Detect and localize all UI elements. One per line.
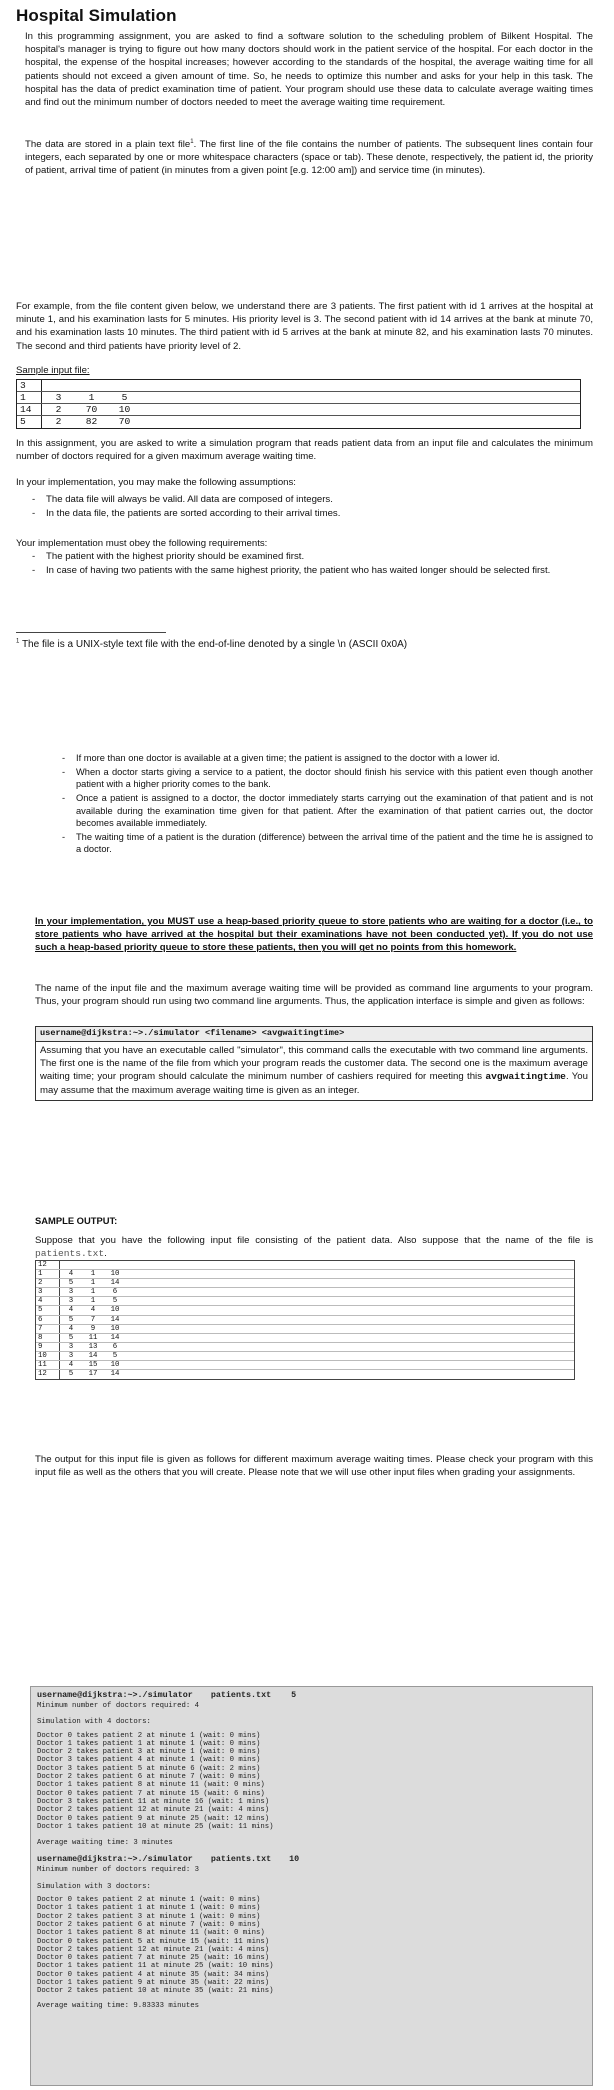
terminal-line: Doctor 3 takes patient 4 at minute 1 (wait: 0 mins) [37,1756,261,1765]
table-row: 8 5 11 14 [36,1334,574,1343]
patients-input-table [35,1260,575,1380]
sample-output-heading: SAMPLE OUTPUT: [35,1215,118,1226]
assignment-paragraph: In this assignment, you are asked to write a simulation program that reads patient data from an input file and calculates the minimum number of doctors required for a given maximum average waiting time. [16,438,593,463]
terminal-line: Doctor 1 takes patient 8 at minute 11 (wait: 0 mins) [37,1781,265,1790]
footnote: $^1$ The file is a UNIX-style text file with the end-of-line denoted by a single \n (ASCII 0x0A) [16,638,408,650]
terminal-line: Doctor 2 takes patient 10 at minute 35 (wait: 21 mins) [37,1987,274,1996]
table-row: 5 4 4 10 [36,1306,574,1315]
list-item: - The waiting time of a patient is the duration (difference) between the arrival time of the patient and the time he is assigned to a doctor. [58,831,593,856]
terminal-line: Doctor 1 takes patient 8 at minute 11 (wait: 0 mins) [37,1929,265,1938]
command-line-paragraph: The name of the input file and the maximum average waiting time will be provided as command line arguments to your program. Thus, your program should run using two command line arguments. Thus, the application interface is simple and given as follows: [35,983,593,1008]
list-item: - If more than one doctor is available at a given time; the patient is assigned to the doctor with a lower id. [58,752,593,765]
data-format-paragraph: The data are stored in a plain text file$^1$. The first line of the file contains the number of patients. The subsequent lines contain four integers, each separated by one or more whitespace characters (space or tab). These denote, respectively, the patient id, the priority of patient, arrival time of patient (in minutes from a given point [e.g. 12:00 am]) and service time (in minutes). [25,138,593,177]
table-row: 1 4 1 10 [36,1270,574,1279]
sample-row: 14 2 70 10 [17,404,580,416]
command-line: username@dijkstra:~>./simulator <filename> <avgwaitingtime> [36,1027,592,1042]
sample-input-file [16,379,581,429]
page-title: Hospital Simulation [16,6,177,25]
heap-requirement: In your implementation, you MUST use a heap-based priority queue to store patients who are waiting for a doctor (i.e., to store patients who have arrived at the hospital but their examinations have not been conducted yet). If you do not use such a heap-based priority queue to store these patients, then you will get no points from this homework. [35,916,593,954]
terminal-line: Doctor 2 takes patient 3 at minute 1 (wait: 0 mins) [37,1912,261,1921]
terminal-line: Doctor 1 takes patient 1 at minute 1 (wait: 0 mins) [37,1739,261,1748]
list-item: - Once a patient is assigned to a doctor, the doctor immediately starts carrying out the examination of that patient and is not available during the examination time given for that patient. After the examination of that patient carries out, the doctor becomes available immediately. [58,792,593,830]
terminal-line: Doctor 2 takes patient 6 at minute 7 (wait: 0 mins) [37,1920,261,1929]
list-item: - The patient with the highest priority should be examined first. [28,550,588,563]
terminal-line: Doctor 0 takes patient 4 at minute 35 (wait: 34 mins) [37,1970,270,1979]
table-row: 12 5 17 14 [38,1370,120,1379]
intro-paragraph: In this programming assignment, you are asked to find a software solution to the scheduling problem of Bilkent Hospital. The hospital's manager is trying to figure out how many doctors should work in the patient service of the hospital. For each doctor in the hospital, the expense of the hospital increases; however according to the standards of the hospital, the average waiting time for all patients should not exceed a given amount of time. So, he needs to optimize this number and asks for your help in this task. The hospital has the data of predict examination time of patient. Your program should use these data to calculate average waiting times and find out the minimum number of doctors needed to meet the average waiting time requirement. [25,31,593,109]
sample-input-label: Sample input file: [16,365,90,376]
average-waiting-time: Average waiting time: 9.83333 minutes [37,2001,200,2010]
table-row: 2 5 1 14 [36,1279,574,1288]
terminal-line: Doctor 3 takes patient 11 at minute 16 (wait: 1 mins) [37,1797,270,1806]
sample-output-paragraph: Suppose that you have the following input file consisting of the patient data. Also suppose that the name of the file is patients.txt. [35,1235,593,1260]
terminal-line: Doctor 2 takes patient 6 at minute 7 (wait: 0 mins) [37,1773,261,1782]
terminal-line: Doctor 2 takes patient 12 at minute 21 (wait: 4 mins) [37,1945,270,1954]
list-item: - In the data file, the patients are sorted according to their arrival times. [28,507,588,520]
terminal-line: Doctor 1 takes patient 9 at minute 35 (wait: 22 mins) [37,1979,270,1988]
sample-row: 5 2 82 70 [17,416,580,428]
terminal-line: Doctor 1 takes patient 11 at minute 25 (wait: 10 mins) [37,1962,274,1971]
terminal-line: Doctor 0 takes patient 2 at minute 1 (wait: 0 mins) [37,1896,261,1905]
sample-count-row: 3 [17,380,580,392]
average-waiting-time: Average waiting time: 3 minutes [37,1839,173,1848]
terminal-line: Doctor 1 takes patient 1 at minute 1 (wait: 0 mins) [37,1904,261,1913]
table-row: 3 3 1 6 [36,1288,574,1297]
table-row: 12 [36,1261,574,1270]
output-paragraph: The output for this input file is given as follows for different maximum average waiting times. Please check your program with this input file as well as the others that you will create. Please note that we will use other input files when grading your assignments. [35,1454,593,1479]
terminal-output: username@dijkstra:~>./simulator patients.txt 5 Minimum number of doctors required: 4 Simulation with 4 doctors: Doctor 0 takes patient 2 at minute 1 (wait: 0 mins) Doctor 1 takes patient 1 at minute 1 (wait: 0 mins) Doctor 2 takes patient 3 at minute 1 (wait: 0 mins) Doctor 3 takes patient 4 at minute 1 (wait: 0 mins) Doctor 3 takes patient 5 at minute 6 (wait: 2 mins) Doctor 2 takes patient 6 at minute 7 (wait: 0 mins) Doctor 1 takes patient 8 at minute 11 (wait: 0 mins) Doctor 0 takes patient 7 at minute 15 (wait: 6 mins) Doctor 3 takes patient 11 at minute 16 (wait: 1 mins) Doctor 2 takes patient 12 at minute 21 (wait: 4 mins) Doctor 0 takes patient 9 at minute 25 (wait: 12 mins) Doctor 1 takes patient 10 at minute 25 (wait: 11 mins) Average waiting time: 3 minutes username@dijkstra:~>./simulator patients.txt 10 Minimum number of doctors required: 3 Simulation with 3 doctors: Doctor 0 takes patient 2 at minute 1 (wait: 0 mins) Doctor 1 takes patient 1 at minute 1 (wait: 0 mins) Doctor 2 takes patient 3 at minute 1 (wait: 0 mins) Doctor 2 takes patient 6 at minute 7 (wait: 0 mins) Doctor 1 takes patient 8 at minute 11 (wait: 0 mins) Doctor 0 takes patient 5 at minute 15 (wait: 11 mins) Doctor 2 takes patient 12 at minute 21 (wait: 4 mins) Doctor 0 takes patient 7 at minute 25 (wait: 16 mins) Doctor 1 takes patient 11 at minute 25 (wait: 10 mins) Doctor 0 takes patient 4 at minute 35 (wait: 34 mins) Doctor 1 takes patient 9 at minute 35 (wait: 22 mins) Doctor 2 takes patient 10 at minute 35 (wait: 21 mins) Average waiting time: 9.83333 minutes [30,1686,593,2086]
list-item: - In case of having two patients with the same highest priority, the patient who has waited longer should be selected first. [28,564,588,577]
terminal-line: Doctor 2 takes patient 12 at minute 21 (wait: 4 mins) [37,1806,270,1815]
terminal-line: Doctor 2 takes patient 3 at minute 1 (wait: 0 mins) [37,1748,261,1757]
sample-row: 1 3 1 5 [17,392,580,404]
table-row: 4 3 1 5 [36,1297,574,1306]
terminal-line: Doctor 3 takes patient 5 at minute 6 (wait: 2 mins) [37,1764,261,1773]
list-item: - When a doctor starts giving a service to a patient, the doctor should finish his service with this patient even though another patient with a higher priority comes to the bank. [58,766,593,791]
assumptions-list [28,493,588,521]
terminal-line: Doctor 0 takes patient 7 at minute 25 (wait: 16 mins) [37,1954,270,1963]
terminal-line: Doctor 0 takes patient 2 at minute 1 (wait: 0 mins) [37,1731,261,1740]
requirements-list [28,550,588,578]
command-description: Assuming that you have an executable called "simulator", this command calls the executable with two command line arguments. The first one is the name of the file from which your program reads the customer data. The second one is the maximum average waiting time; your program should calculate the minimum number of cashiers required for meeting this avgwaitingtime. You may assume that the maximum average waiting time is given as an integer. [40,1044,588,1096]
footnote-divider [16,632,166,633]
terminal-line: Doctor 1 takes patient 10 at minute 25 (wait: 11 mins) [37,1822,274,1831]
doctor-rules-list [58,752,593,857]
terminal-command: username@dijkstra:~>./simulator patients.txt 5 [37,1690,297,1700]
table-row: 7 4 9 10 [36,1325,574,1334]
table-row: 11 4 15 10 [36,1361,574,1370]
list-item: - The data file will always be valid. All data are composed of integers. [28,493,588,506]
requirements-intro: Your implementation must obey the following requirements: [16,538,268,549]
command-box [35,1026,593,1101]
terminal-line: Doctor 0 takes patient 7 at minute 15 (wait: 6 mins) [37,1789,265,1798]
example-paragraph: For example, from the file content given below, we understand there are 3 patients. The first patient with id 1 arrives at the hospital at minute 1, and his examination lasts for 5 minutes. His priority level is 3. The second patient with id 14 arrives at the bank at minute 70, and his examination lasts 10 minutes. The third patient with id 5 arrives at the bank at minute 82, and his examination lasts 70 minutes. The second and third patients have priority level of 2. [16,301,593,352]
terminal-command: username@dijkstra:~>./simulator patients.txt 10 [37,1854,300,1865]
table-row: 6 5 7 14 [36,1316,574,1325]
table-row: 10 3 14 5 [36,1352,574,1361]
table-row: 9 3 13 6 [36,1343,574,1352]
terminal-line: Doctor 0 takes patient 9 at minute 25 (wait: 12 mins) [37,1814,270,1823]
terminal-line: Doctor 0 takes patient 5 at minute 15 (wait: 11 mins) [37,1937,270,1946]
assumptions-intro: In your implementation, you may make the following assumptions: [16,477,296,488]
